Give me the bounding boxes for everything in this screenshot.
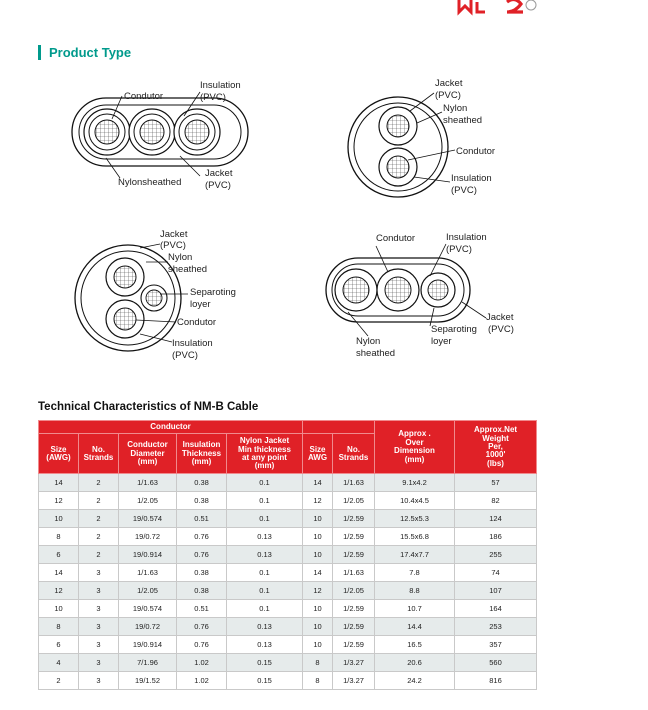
label-insulation: Insulation bbox=[451, 173, 492, 184]
table-row: 12 3 1/2.05 0.38 0.1 12 1/2.05 8.8 107 bbox=[39, 582, 537, 600]
table-row: 4 3 7/1.96 1.02 0.15 8 1/3.27 20.6 560 bbox=[39, 654, 537, 672]
label-separating-2: loyer bbox=[190, 299, 211, 310]
table-row: 6 3 19/0.914 0.76 0.13 10 1/2.59 16.5 357 bbox=[39, 636, 537, 654]
label-jacket: Jacket bbox=[160, 229, 188, 240]
label-nylon-1: Nylon bbox=[168, 252, 193, 263]
core-1 bbox=[84, 109, 130, 155]
label-jacket: Jacket bbox=[435, 78, 463, 89]
diagram-round-two-core bbox=[348, 78, 495, 197]
diagram-flat-three-core-separating bbox=[326, 232, 514, 359]
table-row: 14 2 1/1.63 0.38 0.1 14 1/1.63 9.1x4.2 57 bbox=[39, 474, 537, 492]
label-insulation: Insulation bbox=[446, 232, 487, 243]
label-insulation-pvc: (PVC) bbox=[446, 244, 472, 255]
table-row: 6 2 19/0.914 0.76 0.13 10 1/2.59 17.4x7.7 255 bbox=[39, 546, 537, 564]
label-nylon-2: sheathed bbox=[443, 115, 483, 126]
label-jacket-pvc: (PVC) bbox=[205, 180, 231, 191]
label-separating-1: Separoting bbox=[431, 324, 477, 335]
header-size-2: Size AWG bbox=[303, 434, 333, 474]
header-strands-2: No. Strands bbox=[333, 434, 375, 474]
label-separating-2: loyer bbox=[431, 336, 452, 347]
label-separating-1: Separoting bbox=[190, 287, 236, 298]
label-jacket-pvc: (PVC) bbox=[160, 240, 186, 251]
label-nylon-2: sheathed bbox=[168, 264, 208, 275]
diagram-round-three-core bbox=[75, 229, 236, 361]
header-blank bbox=[303, 421, 375, 434]
table-title: Technical Characteristics of NM-B Cable bbox=[38, 401, 259, 413]
table-row: 2 3 19/1.52 1.02 0.15 8 1/3.27 24.2 816 bbox=[39, 672, 537, 690]
label-insulation-pvc: (PVC) bbox=[200, 92, 226, 103]
core-2 bbox=[379, 148, 417, 186]
label-nylon: Nylonsheathed bbox=[118, 177, 182, 188]
label-insulation-pvc: (PVC) bbox=[451, 185, 477, 196]
label-nylon-2: sheathed bbox=[356, 348, 396, 359]
table-body bbox=[39, 474, 537, 690]
core-1 bbox=[106, 258, 144, 296]
section-title: Product Type bbox=[49, 45, 132, 60]
label-insulation-pvc: (PVC) bbox=[172, 350, 198, 361]
label-condutor: Condutor bbox=[177, 317, 217, 328]
nmb-spec-table bbox=[38, 420, 537, 690]
label-jacket: Jacket bbox=[486, 312, 514, 323]
table-row: 8 3 19/0.72 0.76 0.13 10 1/2.59 14.4 253 bbox=[39, 618, 537, 636]
table-row: 10 3 19/0.574 0.51 0.1 10 1/2.59 10.7 164 bbox=[39, 600, 537, 618]
header-dimension: Approx . Over Dimension (mm) bbox=[375, 421, 455, 474]
separating-core bbox=[141, 285, 167, 311]
label-nylon-1: Nylon bbox=[443, 103, 468, 114]
label-insulation: Insulation bbox=[200, 80, 241, 91]
header-strands: No. Strands bbox=[79, 434, 119, 474]
header-diameter: Conductor Diameter (mm) bbox=[119, 434, 177, 474]
header-nylon: Nylon Jacket Min thickness at any point (mm) bbox=[227, 434, 303, 474]
core-3 bbox=[174, 109, 220, 155]
core-3 bbox=[421, 273, 455, 307]
diagram-flat-three-core bbox=[72, 80, 248, 191]
label-condutor: Condutor bbox=[376, 233, 416, 244]
header-weight: Approx.Net Weight Per, 1000' (lbs) bbox=[455, 421, 537, 474]
label-separating-pvc: (PVC) bbox=[488, 324, 514, 335]
table-row: 12 2 1/2.05 0.38 0.1 12 1/2.05 10.4x4.5 82 bbox=[39, 492, 537, 510]
table-row: 10 2 19/0.574 0.51 0.1 10 1/2.59 12.5x5.3 124 bbox=[39, 510, 537, 528]
core-2 bbox=[106, 300, 144, 338]
label-condutor: Condutor bbox=[124, 91, 164, 102]
core-1 bbox=[335, 269, 377, 311]
core-1 bbox=[379, 107, 417, 145]
label-jacket: Jacket bbox=[205, 168, 233, 179]
label-nylon-1: Nylon bbox=[356, 336, 381, 347]
core-2 bbox=[377, 269, 419, 311]
label-insulation: Insulation bbox=[172, 338, 213, 349]
label-jacket-pvc: (PVC) bbox=[435, 90, 461, 101]
header-insulation: Insulation Thickness (mm) bbox=[177, 434, 227, 474]
label-condutor: Condutor bbox=[456, 146, 496, 157]
table-row: 14 3 1/1.63 0.38 0.1 14 1/1.63 7.8 74 bbox=[39, 564, 537, 582]
core-2 bbox=[129, 109, 175, 155]
table-row: 8 2 19/0.72 0.76 0.13 10 1/2.59 15.5x6.8 186 bbox=[39, 528, 537, 546]
header-size: Size (AWG) bbox=[39, 434, 79, 474]
header-group-conductor: Conductor bbox=[39, 421, 303, 434]
